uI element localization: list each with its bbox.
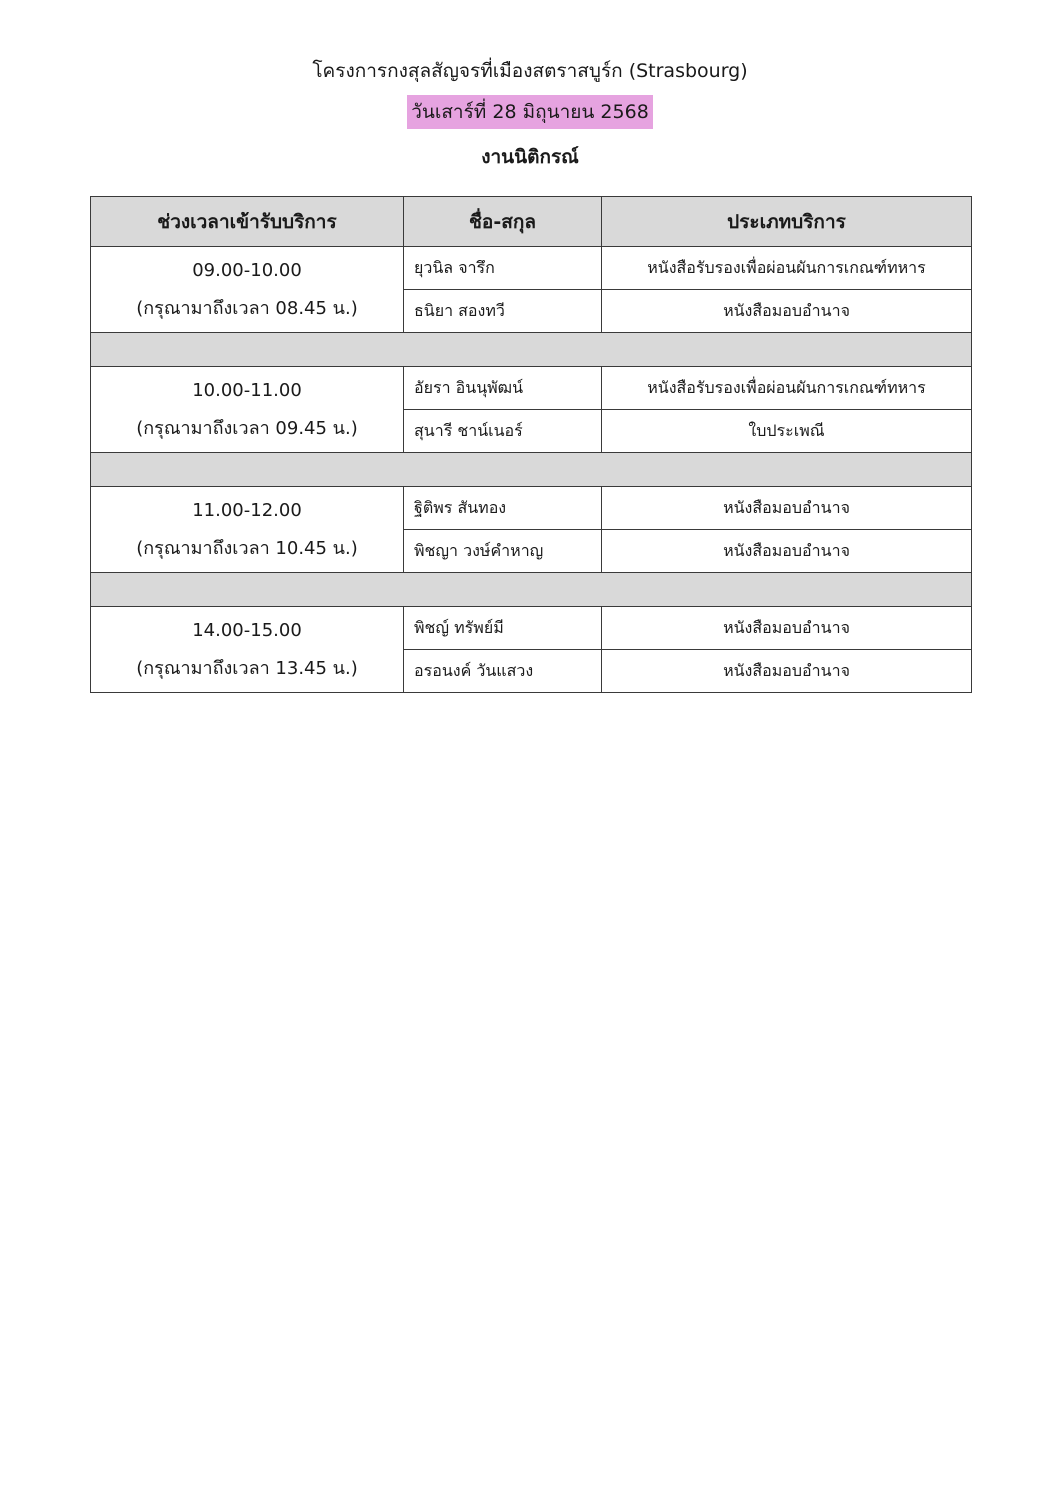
- separator-row: [91, 573, 972, 607]
- arrival-note: (กรุณามาถึงเวลา 09.45 น.): [136, 417, 358, 439]
- column-header-time: ช่วงเวลาเข้ารับบริการ: [91, 197, 404, 247]
- person-name: ฐิติพร สันทอง: [404, 487, 602, 530]
- time-range: 11.00-12.00: [192, 499, 302, 521]
- table-row: [91, 487, 972, 530]
- separator-cell: [91, 453, 972, 487]
- service-type: หนังสือมอบอำนาจ: [602, 290, 972, 333]
- time-range: 14.00-15.00: [192, 619, 302, 641]
- time-slot-cell: [91, 607, 404, 693]
- table-row: [91, 247, 972, 290]
- service-type: หนังสือมอบอำนาจ: [602, 487, 972, 530]
- column-header-name: ชื่อ-สกุล: [404, 197, 602, 247]
- schedule-table: [90, 196, 972, 693]
- person-name: พิชญา วงษ์คำหาญ: [404, 530, 602, 573]
- time-slot-cell: [91, 247, 404, 333]
- person-name: พิชญ์ ทรัพย์มี: [404, 607, 602, 650]
- person-name: อัยรา อินนุพัฒน์: [404, 367, 602, 410]
- separator-row: [91, 453, 972, 487]
- person-name: สุนารี ชาน์เนอร์: [404, 410, 602, 453]
- separator-row: [91, 333, 972, 367]
- service-type: หนังสือรับรองเพื่อผ่อนผันการเกณฑ์ทหาร: [602, 367, 972, 410]
- service-type: หนังสือมอบอำนาจ: [602, 607, 972, 650]
- service-type: ใบประเพณี: [602, 410, 972, 453]
- arrival-note: (กรุณามาถึงเวลา 13.45 น.): [136, 657, 358, 679]
- service-type: หนังสือรับรองเพื่อผ่อนผันการเกณฑ์ทหาร: [602, 247, 972, 290]
- time-slot-cell: [91, 487, 404, 573]
- section-title: งานนิติกรณ์: [481, 146, 579, 168]
- time-range: 10.00-11.00: [192, 379, 302, 401]
- column-header-service: ประเภทบริการ: [602, 197, 972, 247]
- time-range: 09.00-10.00: [192, 259, 302, 281]
- service-type: หนังสือมอบอำนาจ: [602, 530, 972, 573]
- table-row: [91, 607, 972, 650]
- person-name: ยุวนิล จารึก: [404, 247, 602, 290]
- table-header-row: [91, 197, 972, 247]
- document-title: โครงการกงสุลสัญจรที่เมืองสตราสบูร์ก (Strasbourg): [312, 60, 748, 82]
- arrival-note: (กรุณามาถึงเวลา 10.45 น.): [136, 537, 358, 559]
- separator-cell: [91, 573, 972, 607]
- highlighted-date: วันเสาร์ที่ 28 มิถุนายน 2568: [407, 95, 653, 129]
- separator-cell: [91, 333, 972, 367]
- time-slot-cell: [91, 367, 404, 453]
- service-type: หนังสือมอบอำนาจ: [602, 650, 972, 693]
- person-name: ธนิยา สองทวี: [404, 290, 602, 333]
- date-wrap: [0, 95, 1060, 129]
- arrival-note: (กรุณามาถึงเวลา 08.45 น.): [136, 297, 358, 319]
- table-row: [91, 367, 972, 410]
- person-name: อรอนงค์ วันแสวง: [404, 650, 602, 693]
